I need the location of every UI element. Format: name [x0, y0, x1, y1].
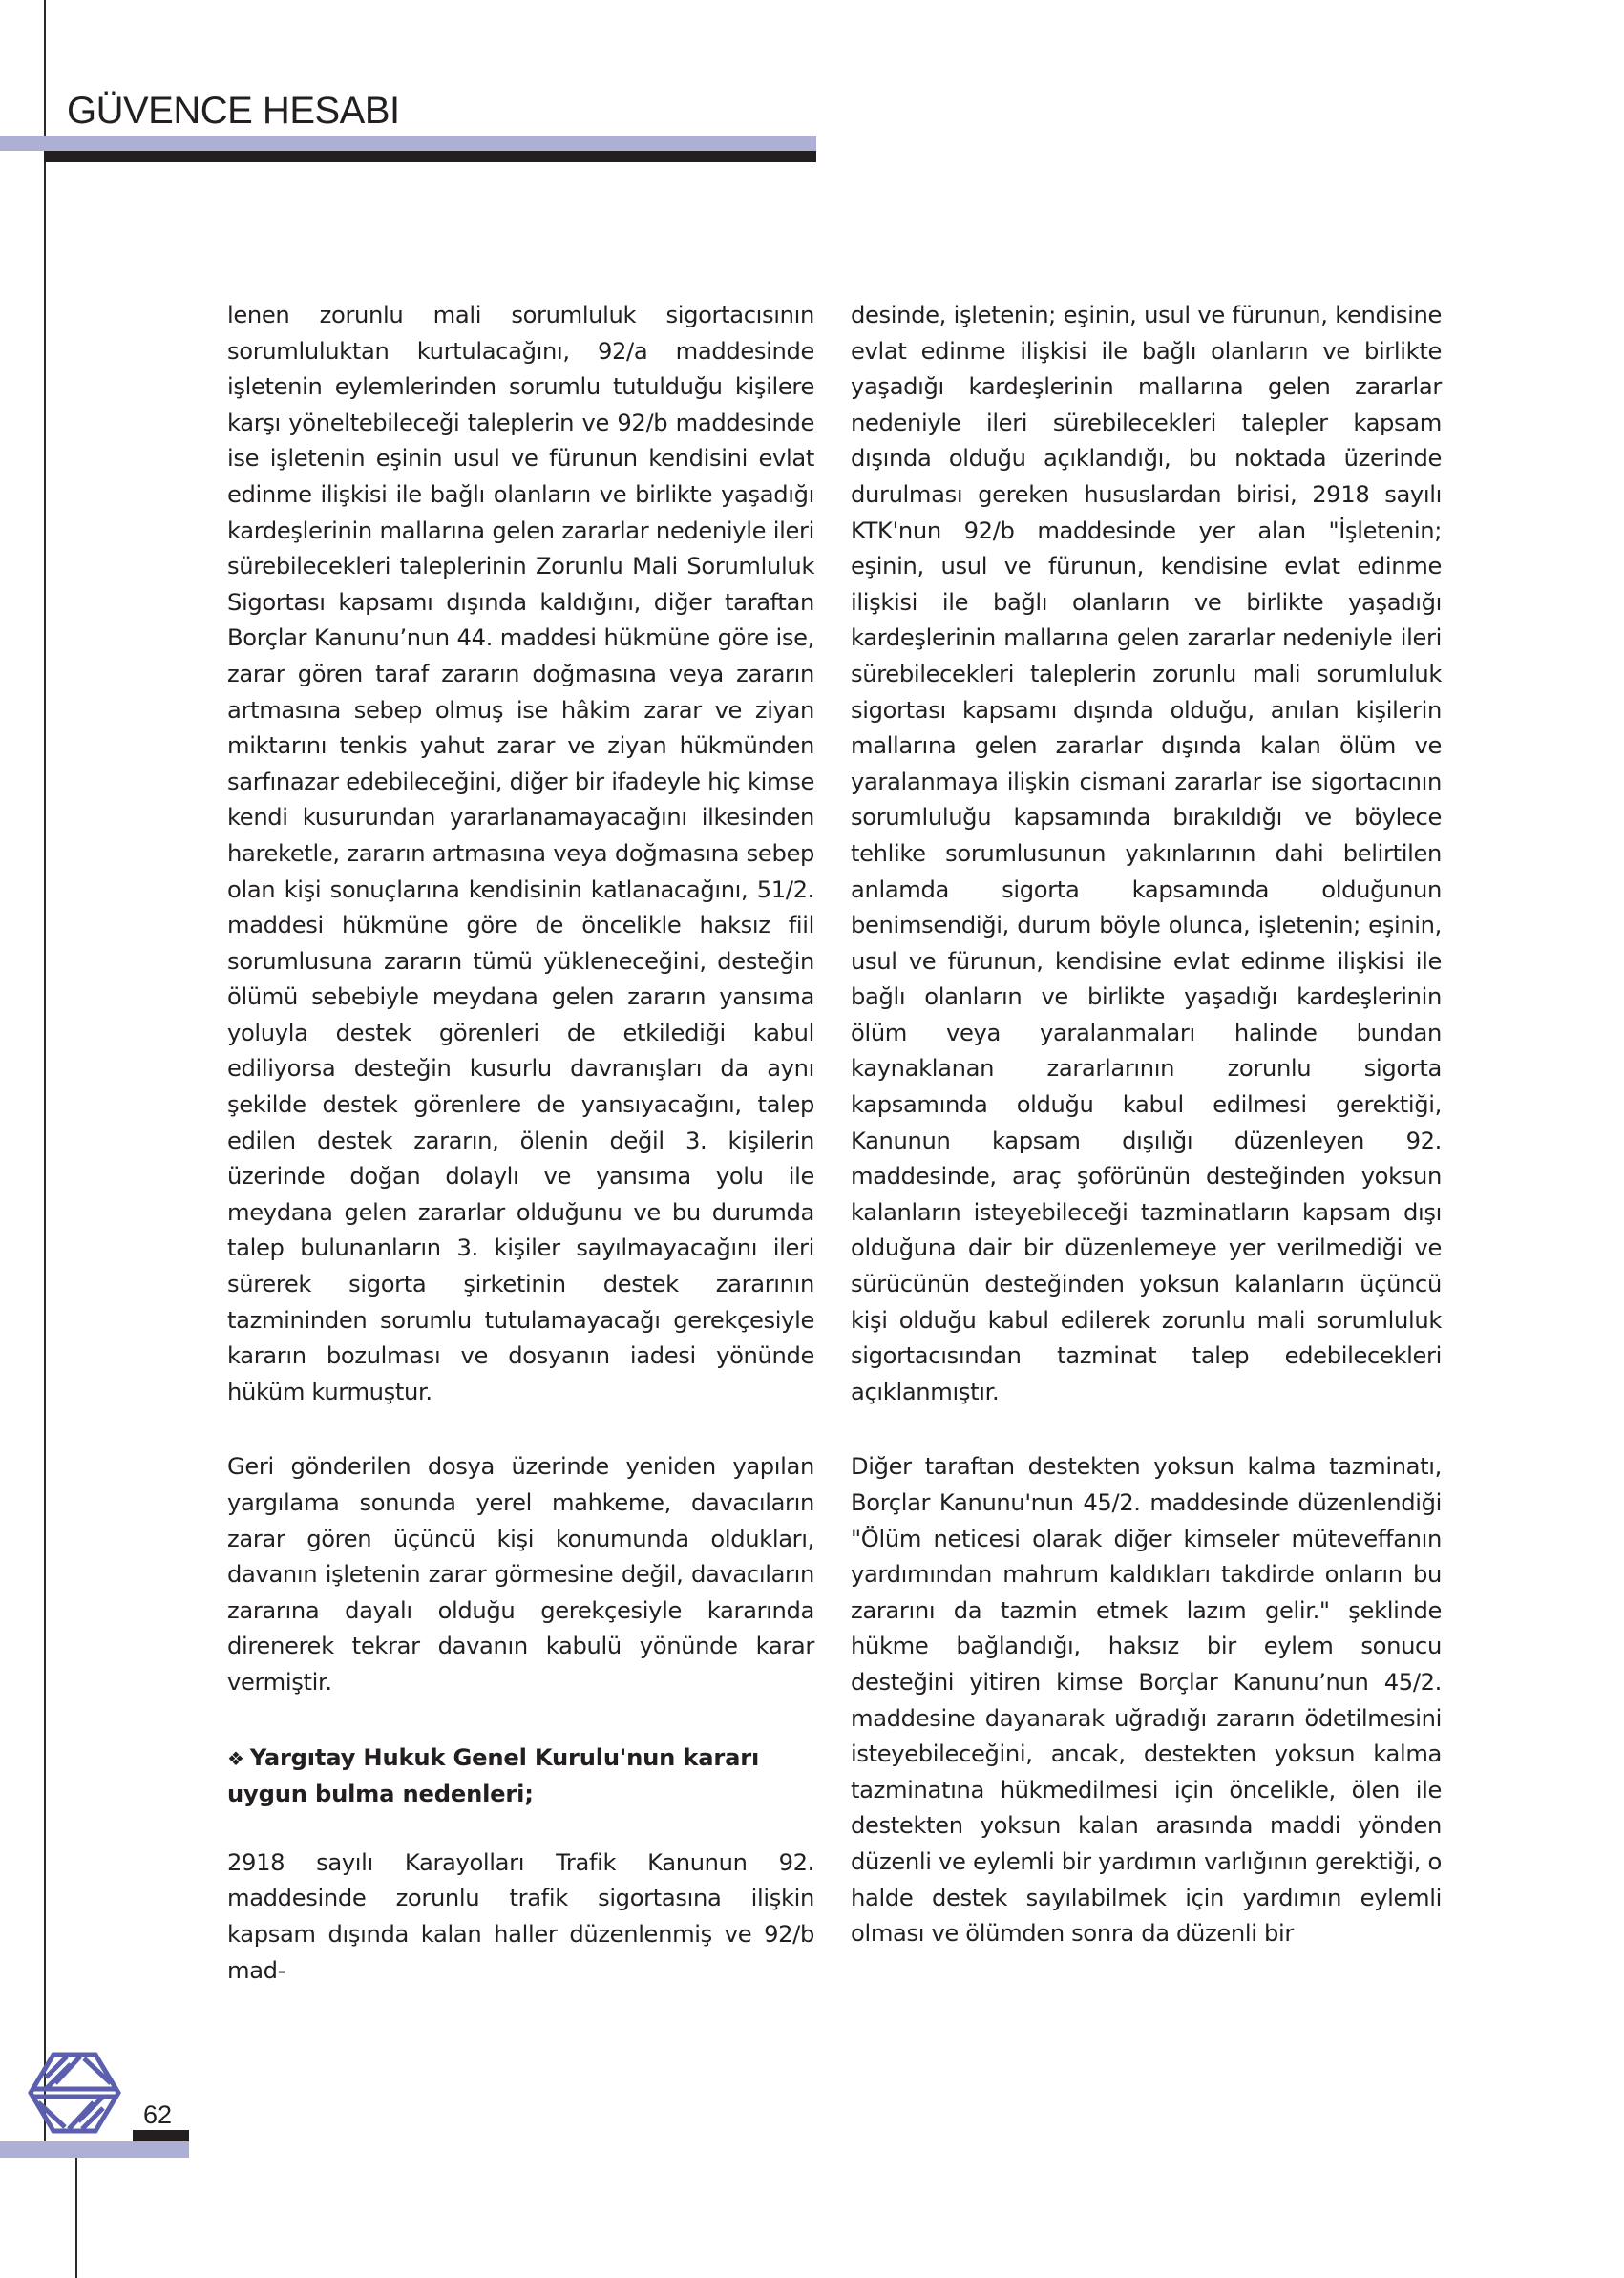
body-paragraph: 2918 sayılı Karayolları Trafik Kanunun 92. maddesinde zorunlu trafik sigortasına ilişkin kapsam dışında kalan haller düzenlenmiş ve 92/b mad- — [227, 1848, 814, 1984]
guvence-hesabi-logo-icon — [27, 2051, 122, 2135]
diamond-bullet-icon: ❖ — [227, 1746, 244, 1770]
page-number: 62 — [143, 2100, 173, 2129]
body-paragraph: Diğer taraftan destekten yoksun kalma tazminatı, Borçlar Kanunu'nun 45/2. maddesinde düzenlendiği "Ölüm neticesi olarak diğer kimseler müteveffanın yardımından mahrum kaldıkları takdirde onların bu zararını da tazmin etmek lazım gelir." şeklinde hükme bağlandığı, haksız bir eylem sonucu desteğini yitiren kimse Borçlar Kanunu’nun 45/2. maddesine dayanarak uğradığı zararın ödetilmesini isteyebileceğini, ancak, destekten yoksun kalma tazminatına hükmedilmesi için öncelikle, ölen ile destekten yoksun kalan arasında maddi yönden düzenli ve eylemli bir yardımın varlığının gerektiği, o halde destek sayılabilmek için yardımın eylemli olması ve ölümden sonra da düzenli bir — [851, 1453, 1442, 1948]
right-text-column — [851, 298, 1442, 1992]
running-header-title: GÜVENCE HESABI — [67, 90, 400, 132]
header-black-bar — [44, 151, 816, 162]
left-margin-rule — [44, 0, 46, 2141]
footer-color-band — [0, 2141, 189, 2158]
footer-margin-rule — [75, 2158, 77, 2278]
footer-black-bar — [133, 2130, 189, 2141]
body-paragraph: desinde, işletenin; eşinin, usul ve fürunun, kendisine evlat edinme ilişkisi ile bağlı olanların ve birlikte yaşadığı kardeşlerinin mallarına gelen zararlar nedeniyle ileri sürebilecekleri talepler kapsam dışında olduğu açıklandığı, bu noktada üzerinde durulması gereken hususlardan birisi, 2918 sayılı KTK'nun 92/b maddesinde yer alan "İşletenin; eşinin, usul ve fürunun, kendisine evlat edinme ilişkisi ile bağlı olanların ve birlikte yaşadığı kardeşlerinin mallarına gelen zararlar nedeniyle ileri sürebilecekleri taleplerin zorunlu mali sorumluluk sigortası kapsamı dışında olduğu, anılan kişilerin mallarına gelen zararlar dışında kalan ölüm ve yaralanmaya ilişkin cismani zararlar ise sigortacının sorumluluğu kapsamında bırakıldığı ve böylece tehlike sorumlusunun yakınlarının dahi belirtilen anlamda sigorta kapsamında olduğunun benimsendiği, durum böyle olunca, işletenin; eşinin, usul ve fürunun, kendisine evlat edinme ilişkisi ile bağlı olanların ve birlikte yaşadığı kardeşlerinin ölüm veya yaralanmaları halinde bundan kaynaklanan zararlarının zorunlu sigorta kapsamında olduğu kabul edilmesi gerektiği, Kanunun kapsam dışılığı düzenleyen 92. maddesinde, araç şoförünün desteğinden yoksun kalanların isteyebileceği tazminatların kapsam dışı olduğuna dair bir düzenlemeye yer verilmediği ve sürücünün desteğinden yoksun kalanların üçüncü kişi olduğu kabul edilerek zorunlu mali sorumluluk sigortacısından tazminat talep edebilecekleri açıklanmıştır. — [851, 302, 1442, 1405]
body-paragraph: lenen zorunlu mali sorumluluk sigortacısının sorumluluktan kurtulacağını, 92/a maddesinde işletenin eylemlerinden sorumlu tutulduğu kişilere karşı yöneltebileceği taleplerin ve 92/b maddesinde ise işletenin eşinin usul ve fürunun kendisini evlat edinme ilişkisi ile bağlı olanların ve birlikte yaşadığı kardeşlerinin mallarına gelen zararlar nedeniyle ileri sürebilecekleri taleplerinin Zorunlu Mali Sorumluluk Sigortası kapsamı dışında kaldığını, diğer taraftan Borçlar Kanunu’nun 44. maddesi hükmüne göre ise, zarar gören taraf zararın doğmasına veya zararın artmasına sebep olmuş ise hâkim zarar ve ziyan miktarını tenkis yahut zarar ve ziyan hükmünden sarfınazar edebileceğini, diğer bir ifadeyle hiç kimse kendi kusurundan yararlanamayacağını ilkesinden hareketle, zararın artmasına veya doğmasına sebep olan kişi sonuçlarına kendisinin katlanacağını, 51/2. maddesi hükmüne göre de öncelikle haksız fiil sorumlusuna zararın tümü yükleneceğini, desteğin ölümü sebebiyle meydana gelen zararın yansıma yoluyla destek görenleri de etkilediği kabul ediliyorsa desteğin kusurlu davranışları da aynı şekilde destek görenlere de yansıyacağını, talep edilen destek zararın, ölenin değil 3. kişilerin üzerinde doğan dolaylı ve yansıma yolu ile meydana gelen zararlar olduğunu ve bu durumda talep bulunanların 3. kişiler sayılmayacağını ileri sürerek sigorta şirketinin destek zararının tazmininden sorumlu tutulamayacağı gerekçesiyle kararın bozulması ve dosyanın iadesi yönünde hüküm kurmuştur. — [227, 302, 814, 1405]
left-text-column — [227, 298, 814, 2028]
section-heading — [227, 1740, 814, 1813]
header-color-band — [0, 136, 816, 151]
body-paragraph: Geri gönderilen dosya üzerinde yeniden yapılan yargılama sonunda yerel mahkeme, davacıların zarar gören üçüncü kişi konumunda oldukları, davanın işletenin zarar görmesine değil, davacıların zararına dayalı olduğu gerekçesiyle kararında direnerek tekrar davanın kabulü yönünde karar vermiştir. — [227, 1453, 814, 1696]
section-heading-text: Yargıtay Hukuk Genel Kurulu'nun kararı uygun bulma nedenleri; — [227, 1743, 760, 1808]
